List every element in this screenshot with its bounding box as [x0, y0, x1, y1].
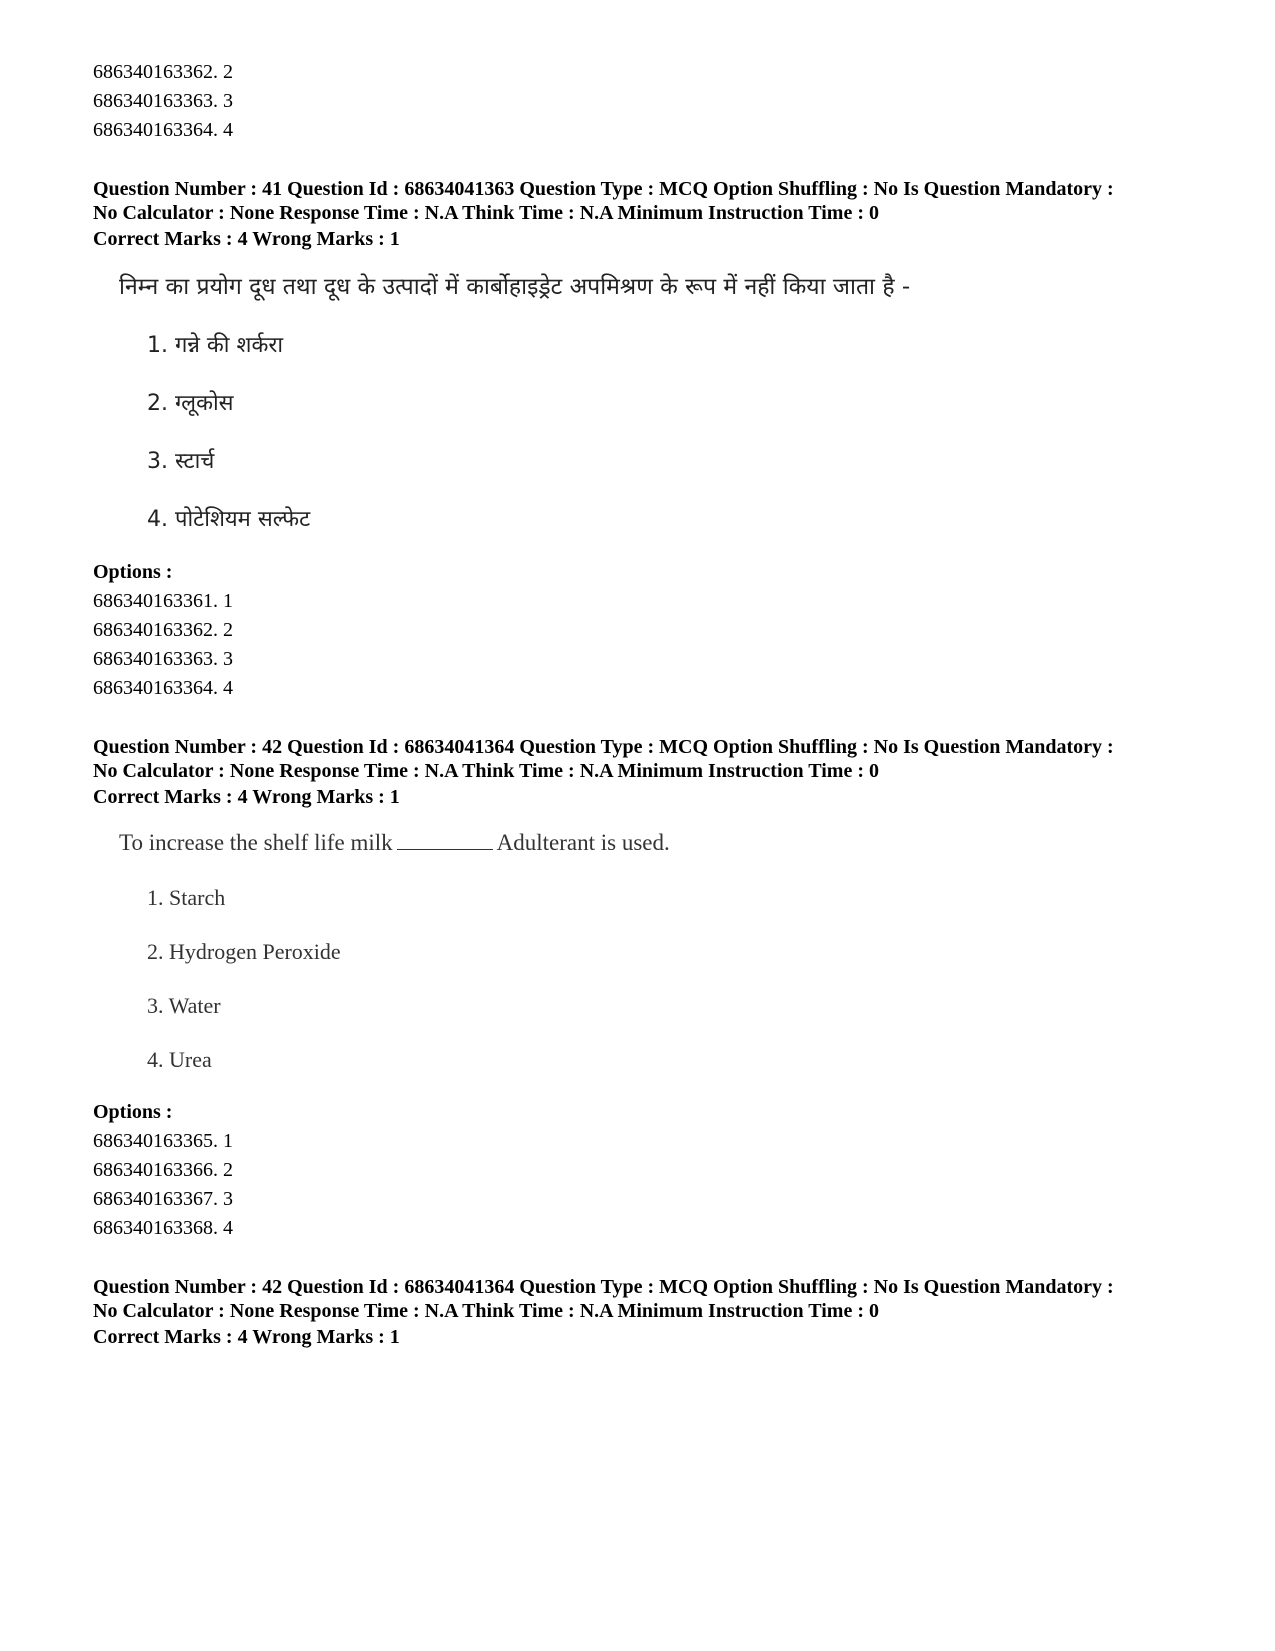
question-content	[119, 828, 1213, 1074]
choice-item: 4. पोटेशियम सल्फेट	[147, 507, 311, 532]
choice-item: 4. Urea	[147, 1047, 212, 1072]
question-marks: Correct Marks : 4 Wrong Marks : 1	[93, 786, 400, 808]
choice-item: 1. Starch	[147, 885, 226, 910]
question-text-before: To increase the shelf life milk	[119, 830, 393, 855]
question-header-cont: No Calculator : None Response Time : N.A Think Time : N.A Minimum Instruction Time : 0	[93, 202, 879, 224]
option-line: 686340163362. 2	[93, 619, 233, 641]
question-content	[119, 272, 1213, 534]
option-line: 686340163367. 3	[93, 1188, 233, 1210]
question-header: Question Number : 42 Question Id : 68634041364 Question Type : MCQ Option Shuffling : No Is Question Mandatory :	[93, 736, 1114, 758]
option-line: 686340163362. 2	[93, 61, 233, 83]
question-block-42	[93, 735, 1213, 1243]
document-page	[93, 58, 1213, 1352]
option-line: 686340163366. 2	[93, 1159, 233, 1181]
question-header: Question Number : 41 Question Id : 68634041363 Question Type : MCQ Option Shuffling : No Is Question Mandatory :	[93, 178, 1114, 200]
option-line: 686340163364. 4	[93, 119, 233, 141]
question-header: Question Number : 42 Question Id : 68634041364 Question Type : MCQ Option Shuffling : No Is Question Mandatory :	[93, 1276, 1114, 1298]
option-line: 686340163365. 1	[93, 1130, 233, 1152]
question-text-after: Adulterant is used.	[496, 830, 670, 855]
options-label: Options :	[93, 561, 173, 583]
option-line: 686340163364. 4	[93, 677, 233, 699]
choice-item: 1. गन्ने की शर्करा	[147, 333, 284, 358]
question-text: निम्न का प्रयोग दूध तथा दूध के उत्पादों में कार्बोहाइड्रेट अपमिश्रण के रूप में नहीं किया जाता है -	[119, 274, 911, 300]
choice-item: 2. Hydrogen Peroxide	[147, 939, 341, 964]
choice-item: 3. Water	[147, 993, 221, 1018]
question-marks: Correct Marks : 4 Wrong Marks : 1	[93, 228, 400, 250]
question-text	[119, 828, 1213, 858]
choice-item: 3. स्टार्च	[147, 449, 215, 474]
choice-item: 2. ग्लूकोस	[147, 391, 234, 416]
option-line: 686340163361. 1	[93, 590, 233, 612]
option-line: 686340163368. 4	[93, 1217, 233, 1239]
options-label: Options :	[93, 1101, 173, 1123]
fill-in-blank	[397, 831, 493, 850]
previous-options-list	[93, 58, 1213, 145]
question-block-42-repeat	[93, 1275, 1213, 1352]
question-marks: Correct Marks : 4 Wrong Marks : 1	[93, 1326, 400, 1348]
option-line: 686340163363. 3	[93, 648, 233, 670]
question-header-cont: No Calculator : None Response Time : N.A Think Time : N.A Minimum Instruction Time : 0	[93, 1300, 879, 1322]
question-block-41	[93, 177, 1213, 703]
question-header-cont: No Calculator : None Response Time : N.A Think Time : N.A Minimum Instruction Time : 0	[93, 760, 879, 782]
option-line: 686340163363. 3	[93, 90, 233, 112]
